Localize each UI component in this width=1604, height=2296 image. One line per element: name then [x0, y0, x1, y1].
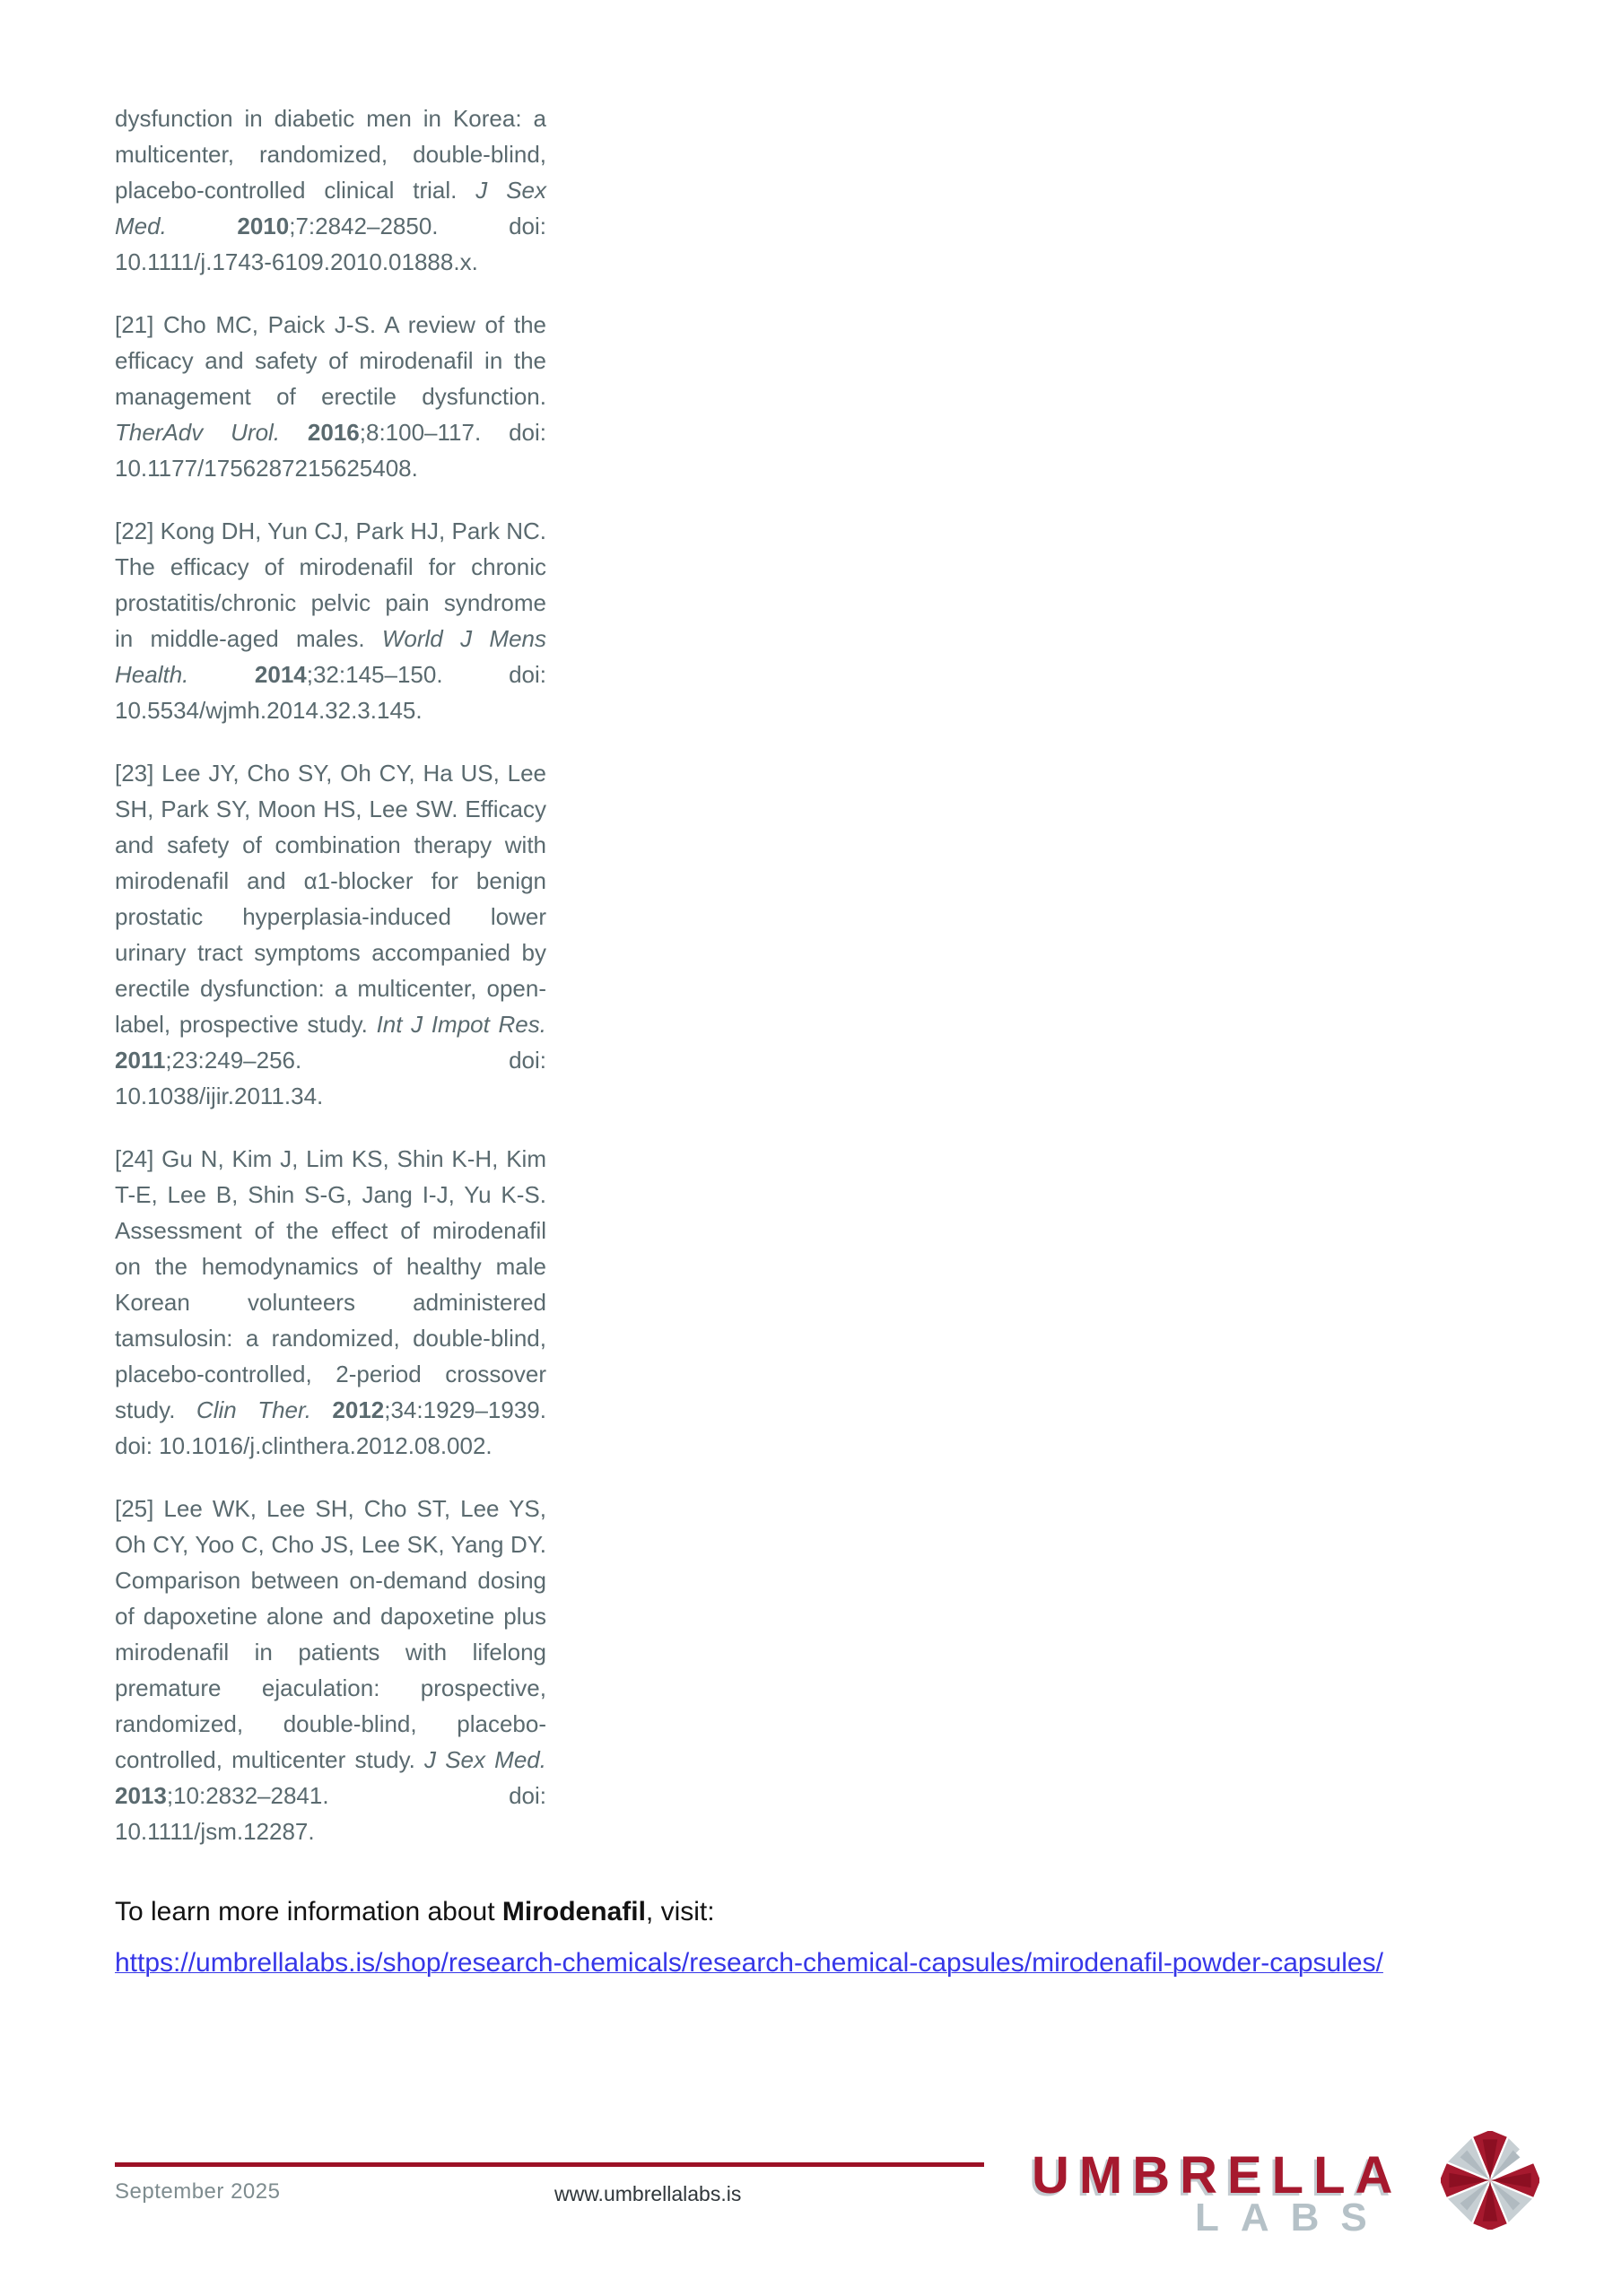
reference-year: 2014 [254, 661, 307, 688]
reference-text: [25] Lee WK, Lee SH, Cho ST, Lee YS, Oh CY, Yoo C, Cho JS, Lee SK, Yang DY. Comparison between on-demand dosing of dapoxetine alone and dapoxetine plus mirodenafil in patients with lifelong premature ejaculation: prospective, randomized, double-blind, placebo-controlled, multicenter study. [115, 1495, 546, 1773]
reference-journal: TherAdv Urol. [115, 419, 308, 446]
reference-citation-tail: ;34:1929–1939. doi: 10.1016/j.clinthera.2012.08.002. [115, 1396, 546, 1459]
footer-website: www.umbrellalabs.is [554, 2182, 742, 2205]
reference-text: [21] Cho MC, Paick J-S. A review of the efficacy and safety of mirodenafil in the management of erectile dysfunction. [115, 311, 546, 410]
reference-paragraph [115, 307, 546, 486]
reference-citation-tail: ;32:145–150. doi: 10.5534/wjmh.2014.32.3.145. [115, 661, 546, 724]
learn-more-link-line [115, 1937, 1532, 1988]
learn-more-line [115, 1886, 1532, 1937]
reference-text: [24] Gu N, Kim J, Lim KS, Shin K-H, Kim T-E, Lee B, Shin S-G, Jang I-J, Yu K-S. Assessment of the effect of mirodenafil on the hemodynamics of healthy male Korean volunteers administered tamsulosin: a randomized, double-blind, placebo-controlled, 2-period crossover study. [115, 1145, 546, 1423]
reference-paragraph [115, 755, 546, 1114]
reference-text: [22] Kong DH, Yun CJ, Park HJ, Park NC. The efficacy of mirodenafil for chronic prostatitis/chronic pelvic pain syndrome in middle-aged males. [115, 517, 546, 652]
reference-paragraph [115, 513, 546, 728]
learn-more-text: To learn more information about [115, 1897, 502, 1926]
reference-paragraph [115, 100, 546, 280]
logo-word-labs: LABS [1195, 2196, 1389, 2239]
reference-year: 2016 [307, 419, 360, 446]
learn-more-section [115, 1886, 1532, 1988]
reference-journal: Int J Impot Res. [376, 1011, 546, 1038]
reference-citation-tail: ;7:2842–2850. doi: 10.1111/j.1743-6109.2010.01888.x. [115, 213, 546, 275]
reference-paragraph [115, 1141, 546, 1464]
footer-divider-rule [115, 2162, 984, 2167]
reference-year: 2013 [115, 1782, 167, 1809]
reference-text: dysfunction in diabetic men in Korea: a multicenter, randomized, double-blind, placebo-controlled clinical trial. [115, 105, 546, 204]
product-link[interactable]: https://umbrellalabs.is/shop/research-chemicals/research-chemical-capsules/mirodenafil-powder-capsules/ [115, 1948, 1383, 1978]
reference-journal: Clin Ther. [196, 1396, 333, 1423]
umbrella-labs-logo [1032, 2131, 1543, 2248]
reference-journal: J Sex Med. [115, 177, 546, 239]
reference-year: 2012 [332, 1396, 385, 1423]
reference-journal: J Sex Med. [424, 1746, 546, 1773]
references-list [115, 100, 546, 1876]
reference-citation-tail: ;23:249–256. doi: 10.1038/ijir.2011.34. [115, 1047, 546, 1109]
logo-word-umbrella: UMBRELLA [1032, 2146, 1403, 2205]
reference-journal: World J Mens Health. [115, 625, 546, 688]
reference-citation-tail: ;8:100–117. doi: 10.1177/1756287215625408. [115, 419, 546, 482]
umbrella-logo-icon [1441, 2131, 1539, 2230]
reference-text: [23] Lee JY, Cho SY, Oh CY, Ha US, Lee SH, Park SY, Moon HS, Lee SW. Efficacy and safety of combination therapy with mirodenafil and α1-blocker for benign prostatic hyperplasia-induced lower urinary tract symptoms accompanied by erectile dysfunction: a multicenter, open-label, prospective study. [115, 760, 546, 1038]
reference-year: 2010 [237, 213, 290, 239]
reference-citation-tail: ;10:2832–2841. doi: 10.1111/jsm.12287. [115, 1782, 546, 1845]
reference-year: 2011 [115, 1047, 166, 1074]
learn-more-text-after: , visit: [645, 1897, 715, 1926]
drug-name: Mirodenafil [501, 1897, 646, 1926]
footer-date: September 2025 [115, 2179, 281, 2204]
reference-paragraph [115, 1491, 546, 1849]
